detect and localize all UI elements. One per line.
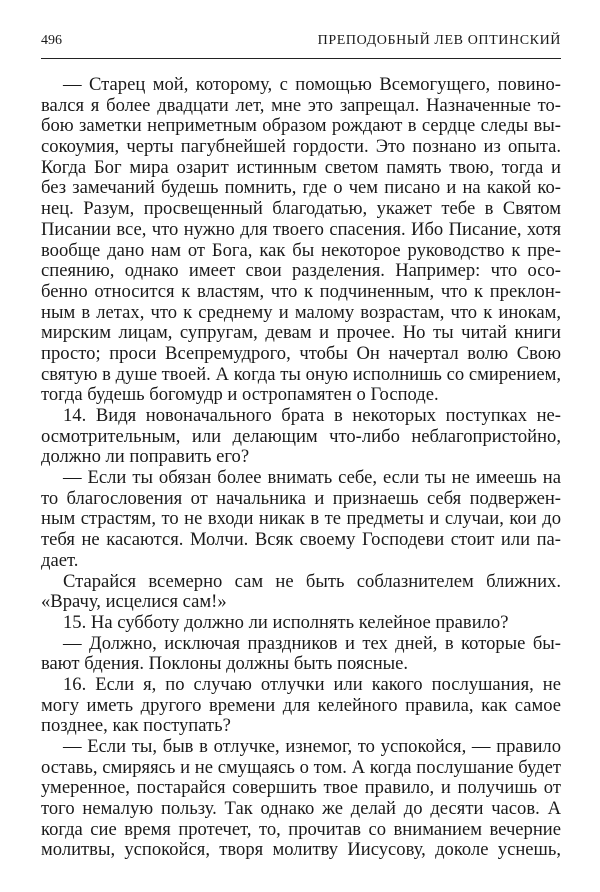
paragraph [41,737,561,861]
paragraph [41,572,561,613]
running-title: ПРЕПОДОБНЫЙ ЛЕВ ОПТИНСКИЙ [317,33,561,48]
text-line: — Старец мой, которому, с помощью Всемогущего, повино- [63,74,561,95]
text-line: «Врачу, исцелися сам!» [41,591,227,613]
text-line: могу иметь другого времени для келейного правила, как самое [41,694,561,716]
text-line: святую в душе твоей. А когда ты оную исполнишь со смирением, [41,363,561,385]
text-line: того немалую пользу. Так однако же делай до десяти часов. А [41,798,561,820]
page-header [41,33,561,53]
text-line: Когда Бог мира озарит истинным светом память твою, тогда и [41,156,561,178]
page-number: 496 [41,33,62,48]
paragraph [41,75,561,406]
text-line: вообще дано нам от Бога, как бы некоторое руководство к пре- [41,239,561,261]
text-line: — Если ты обязан более внимать себе, если ты не имеешь на [63,467,561,489]
text-line: бою заметки неприметным образом рождают в сердце следы вы- [41,115,561,137]
text-line: позднее, как поступать? [41,715,231,737]
text-line: оставь, смиряясь и не смущаясь о том. А когда послушание будет [41,756,561,778]
paragraph [41,634,561,675]
text-line: осмотрительным, или делающим что-либо неблагопристойно, [41,425,561,447]
text-line: нец. Разум, просвещенный благодатью, укажет тебе в Святом [41,198,561,220]
header-rule [41,58,561,59]
text-line: тогда будешь богомудр и остропамятен о Господе. [41,384,439,406]
text-line: сокоумия, черты пагубнейшей гордости. Это познано из опыта. [41,136,561,158]
text-line: должно ли поправить его? [41,446,250,468]
paragraph [41,675,561,737]
paragraph [41,613,561,634]
text-line: ным страстям, то не входи никак в те предметы и случаи, кои до [41,508,561,530]
text-line: умеренное, постарайся совершить твое правило, и получишь от [41,777,561,799]
text-line: то благословения от начальника и признаешь себя подвержен- [41,487,561,509]
text-line: тебя не касаются. Молчи. Всяк своему Господеви стоит или па- [41,529,561,551]
text-line: — Должно, исключая праздников и тех дней, в которые бы- [63,632,561,654]
text-line: дает. [41,549,79,571]
text-line: вался я более двадцати лет, мне это запрещал. Назначенные то- [41,94,561,116]
text-line: вают бдения. Поклоны должны быть поясные. [41,653,409,675]
page-body [41,75,561,861]
text-line: 15. На субботу должно ли исполнять келейное правило? [63,611,509,633]
text-line: Старайся всемерно сам не быть соблазнителем ближних. [63,570,561,592]
text-line: 14. Видя новоначального брата в некоторых поступках не- [63,405,561,426]
text-line: ным в летах, что к среднему и малому возрастам, что к инокам, [41,301,561,323]
text-line: — Если ты, быв в отлучке, изнемог, то успокойся, — правило [63,736,561,757]
paragraph [41,468,561,571]
text-line: Писании все, что нужно для твоего спасения. Ибо Писание, хотя [41,218,561,240]
text-line: когда сие время протечет, то, прочитав со вниманием вечерние [41,818,561,840]
text-line: мирским лицам, супругам, девам и прочее. Но ты читай книги [41,322,561,344]
text-line: бенно относится к властям, что к подчиненным, что к преклон- [41,280,561,302]
text-line: молитвы, успокойся, творя молитву Иисусову, доколе уснешь, [41,839,561,861]
text-line: 16. Если я, по случаю отлучки или какого послушания, не [63,673,561,695]
paragraph [41,406,561,468]
text-line: спеянию, однако имеет свои разделения. Например: что осо- [41,260,561,282]
text-line: просто; проси Всепремудрого, чтобы Он начертал волю Свою [41,342,561,364]
text-line: без замечаний будешь помнить, где о чем писано и на какой ко- [41,177,561,199]
